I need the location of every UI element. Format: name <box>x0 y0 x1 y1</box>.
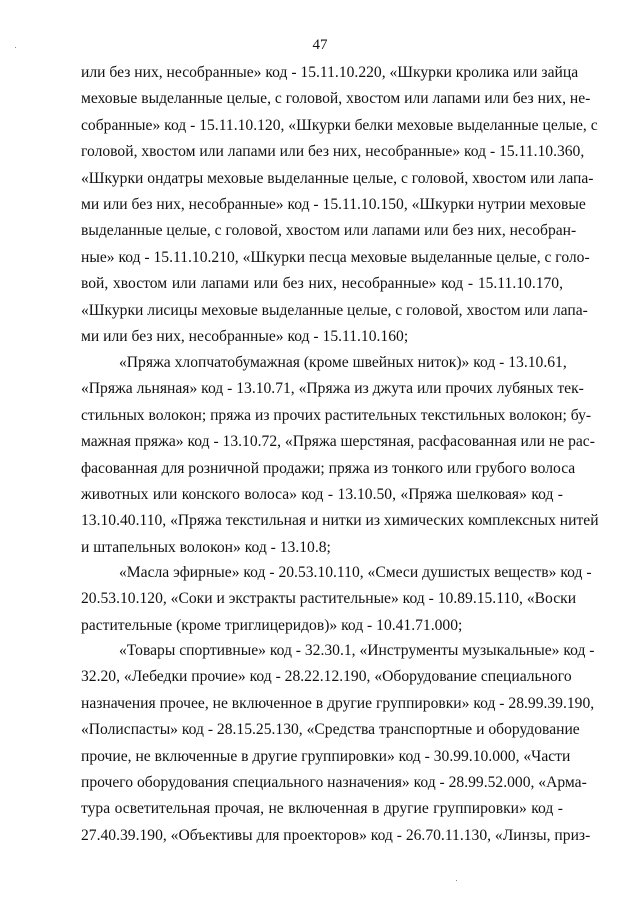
text-line: выделанные целые, с головой, хвостом или лапами или без них, несобран- <box>81 222 577 240</box>
text-line: стильных волокон; пряжа из прочих растительных текстильных волокон; бу- <box>81 406 592 424</box>
text-line: «Пряжа хлопчатобумажная (кроме швейных ниток)» код - 13.10.61, <box>119 354 567 371</box>
text-line: головой, хвостом или лапами или без них, несобранные» код - 15.11.10.360, <box>81 143 585 161</box>
text-line: тура осветительная прочая, не включенная в другие группировки» код - <box>81 800 563 818</box>
scan-speck <box>456 880 457 881</box>
text-line: или без них, несобранные» код - 15.11.10.220, «Шкурки кролика или зайца <box>81 64 579 81</box>
text-line: фасованная для розничной продажи; пряжа из тонкого или грубого волоса <box>81 459 576 477</box>
text-line: «Шкурки лисицы меховые выделанные целые, с головой, хвостом или лапа- <box>81 301 588 319</box>
paragraph-oils <box>81 560 592 639</box>
text-line: прочие, не включенные в другие группировки» код - 30.99.10.000, «Части <box>81 747 571 765</box>
text-line: ми или без них, несобранные» код - 15.11.10.160; <box>81 328 409 346</box>
text-line: «Пряжа льняная» код - 13.10.71, «Пряжа из джута или прочих лубяных тек- <box>81 380 584 398</box>
text-line: назначения прочее, не включенное в другие группировки» код - 28.99.39.190, <box>81 694 595 712</box>
scan-speck <box>15 47 16 48</box>
text-line: 32.20, «Лебедки прочие» код - 28.22.12.190, «Оборудование специального <box>81 668 572 686</box>
text-line: вой, хвостом или лапами или без них, несобранные» код - 15.11.10.170, <box>81 275 563 293</box>
text-line: «Товары спортивные» код - 32.30.1, «Инструменты музыкальные» код - <box>119 642 595 659</box>
text-line: «Шкурки ондатры меховые выделанные целые, с головой, хвостом или лапа- <box>81 169 594 187</box>
paragraph-furs <box>81 60 598 350</box>
text-line: меховые выделанные целые, с головой, хвостом или лапами или без них, не- <box>81 90 591 108</box>
text-line: собранные» код - 15.11.10.120, «Шкурки белки меховые выделанные целые, с <box>81 116 598 134</box>
paragraph-yarn <box>81 350 599 561</box>
text-line: 20.53.10.120, «Соки и экстракты растительные» код - 10.89.15.110, «Воски <box>81 590 577 608</box>
text-line: и штапельных волокон» код - 13.10.8; <box>81 538 331 556</box>
text-line: мажная пряжа» код - 13.10.72, «Пряжа шерстяная, расфасованная или не рас- <box>81 433 595 451</box>
paragraph-sports <box>81 638 595 849</box>
page-number: 47 <box>312 37 328 53</box>
text-line: животных или конского волоса» код - 13.10.50, «Пряжа шелковая» код - <box>81 486 563 504</box>
text-line: «Масла эфирные» код - 20.53.10.110, «Смеси душистых веществ» код - <box>119 564 592 581</box>
text-line: «Полиспасты» код - 28.15.25.130, «Средства транспортные и оборудование <box>81 721 580 739</box>
text-line: прочего оборудования специального назначения» код - 28.99.52.000, «Арма- <box>81 774 587 792</box>
text-line: ные» код - 15.11.10.210, «Шкурки песца меховые выделанные целые, с голо- <box>81 248 590 266</box>
text-line: ми или без них, несобранные» код - 15.11.10.150, «Шкурки нутрии меховые <box>81 196 586 214</box>
text-line: 13.10.40.110, «Пряжа текстильная и нитки из химических комплексных нитей <box>81 512 599 530</box>
text-line: растительные (кроме триглицеридов)» код - 10.41.71.000; <box>81 616 463 634</box>
text-line: 27.40.39.190, «Объективы для проекторов» код - 26.70.11.130, «Линзы, приз- <box>81 826 591 844</box>
